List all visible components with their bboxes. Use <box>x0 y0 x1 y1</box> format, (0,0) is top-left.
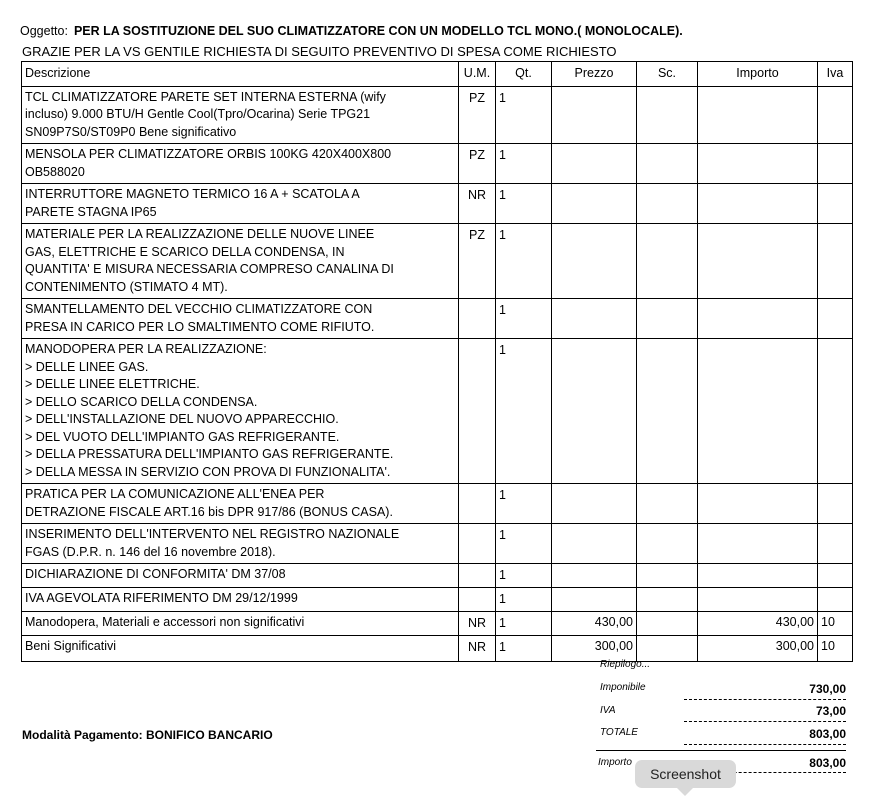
description-line: PRESA IN CARICO PER LO SMALTIMENTO COME RIFIUTO. <box>25 319 375 334</box>
row-iva <box>818 299 853 339</box>
row-importo <box>698 524 818 564</box>
importo-label: Importo <box>598 757 632 768</box>
row-importo <box>698 484 818 524</box>
description-line: IVA AGEVOLATA RIFERIMENTO DM 29/12/1999 <box>25 591 298 605</box>
row-qt: 1 <box>496 86 552 144</box>
row-qt: 1 <box>496 564 552 588</box>
row-prezzo <box>552 184 637 224</box>
row-prezzo: 300,00 <box>552 636 637 662</box>
row-description <box>22 564 459 588</box>
row-um <box>459 564 496 588</box>
intro-text: GRAZIE PER LA VS GENTILE RICHIESTA DI SEGUITO PREVENTIVO DI SPESA COME RICHIESTO <box>22 44 617 59</box>
row-sc <box>637 224 698 299</box>
description-line: Manodopera, Materiali e accessori non significativi <box>25 615 305 629</box>
row-sc <box>637 564 698 588</box>
totals-divider <box>596 750 846 751</box>
tooltip-arrow-icon <box>677 788 693 796</box>
col-descrizione-header: Descrizione <box>22 62 459 87</box>
row-prezzo: 430,00 <box>552 612 637 636</box>
row-sc <box>637 144 698 184</box>
row-iva: 10 <box>818 612 853 636</box>
description-line: Beni Significativi <box>25 639 117 653</box>
table-row <box>22 299 853 339</box>
row-importo <box>698 86 818 144</box>
importo-value: 803,00 <box>809 756 846 770</box>
row-importo <box>698 144 818 184</box>
description-line: MATERIALE PER LA REALIZZAZIONE DELLE NUOVE LINEE <box>25 227 375 241</box>
description-line: SMANTELLAMENTO DEL VECCHIO CLIMATIZZATORE CON <box>25 302 373 316</box>
table-row <box>22 612 853 636</box>
imponibile-label: Imponibile <box>600 682 646 693</box>
col-qt-header: Qt. <box>496 62 552 87</box>
row-sc <box>637 484 698 524</box>
row-qt: 1 <box>496 144 552 184</box>
iva-value: 73,00 <box>815 704 846 718</box>
subject-line <box>20 24 683 38</box>
row-description <box>22 588 459 612</box>
description-line: incluso) 9.000 BTU/H Gentle Cool(Tpro/Ocarina) Serie TPG21 <box>25 107 371 121</box>
row-iva <box>818 524 853 564</box>
row-prezzo <box>552 484 637 524</box>
description-line: CONTENIMENTO (STIMATO 4 MT). <box>25 279 228 294</box>
row-description <box>22 524 459 564</box>
row-sc <box>637 339 698 484</box>
quote-table <box>21 61 853 662</box>
row-qt: 1 <box>496 636 552 662</box>
row-sc <box>637 524 698 564</box>
row-qt: 1 <box>496 184 552 224</box>
row-prezzo <box>552 588 637 612</box>
description-line: QUANTITA' E MISURA NECESSARIA COMPRESO CANALINA DI <box>25 262 394 276</box>
row-qt: 1 <box>496 612 552 636</box>
description-line: FGAS (D.P.R. n. 146 del 16 novembre 2018). <box>25 544 276 559</box>
row-description <box>22 144 459 184</box>
row-prezzo <box>552 564 637 588</box>
col-prezzo-header: Prezzo <box>552 62 637 87</box>
subject-text: PER LA SOSTITUZIONE DEL SUO CLIMATIZZATORE CON UN MODELLO TCL MONO.( MONOLOCALE). <box>73 24 683 38</box>
table-row <box>22 224 853 299</box>
row-importo <box>698 564 818 588</box>
table-row <box>22 524 853 564</box>
col-um-header: U.M. <box>459 62 496 87</box>
iva-label: IVA <box>600 705 616 716</box>
row-description <box>22 224 459 299</box>
row-um: PZ <box>459 224 496 299</box>
row-description <box>22 299 459 339</box>
col-importo-header: Importo <box>698 62 818 87</box>
row-sc <box>637 86 698 144</box>
table-row <box>22 339 853 484</box>
row-qt: 1 <box>496 224 552 299</box>
description-line: > DELLA PRESSATURA DELL'IMPIANTO GAS REFRIGERANTE. <box>25 447 394 461</box>
row-qt: 1 <box>496 299 552 339</box>
row-importo: 300,00 <box>698 636 818 662</box>
row-um: PZ <box>459 86 496 144</box>
row-sc <box>637 184 698 224</box>
row-sc <box>637 588 698 612</box>
row-prezzo <box>552 299 637 339</box>
col-iva-header: Iva <box>818 62 853 87</box>
table-body <box>22 86 853 662</box>
description-line: PARETE STAGNA IP65 <box>25 204 157 219</box>
screenshot-tooltip: Screenshot <box>635 760 736 788</box>
row-qt: 1 <box>496 588 552 612</box>
row-importo: 430,00 <box>698 612 818 636</box>
row-um <box>459 484 496 524</box>
subject-label: Oggetto: <box>20 24 68 38</box>
table-row <box>22 144 853 184</box>
row-iva <box>818 484 853 524</box>
totale-value: 803,00 <box>809 727 846 741</box>
row-prezzo <box>552 86 637 144</box>
row-um: PZ <box>459 144 496 184</box>
description-line: > DELLA MESSA IN SERVIZIO CON PROVA DI FUNZIONALITA'. <box>25 464 391 479</box>
description-line: INSERIMENTO DELL'INTERVENTO NEL REGISTRO NAZIONALE <box>25 527 400 541</box>
description-line: TCL CLIMATIZZATORE PARETE SET INTERNA ESTERNA (wify <box>25 89 386 104</box>
table-row <box>22 588 853 612</box>
row-um: NR <box>459 612 496 636</box>
description-line: > DELL'INSTALLAZIONE DEL NUOVO APPARECCHIO. <box>25 412 339 426</box>
row-importo <box>698 224 818 299</box>
row-iva: 10 <box>818 636 853 662</box>
description-line: GAS, ELETTRICHE E SCARICO DELLA CONDENSA, IN <box>25 244 345 259</box>
description-line: > DELLO SCARICO DELLA CONDENSA. <box>25 394 258 409</box>
row-importo <box>698 588 818 612</box>
row-iva <box>818 144 853 184</box>
row-prezzo <box>552 144 637 184</box>
payment-method: Modalità Pagamento: BONIFICO BANCARIO <box>22 728 273 742</box>
row-sc <box>637 612 698 636</box>
description-line: SN09P7S0/ST09P0 Bene significativo <box>25 124 237 139</box>
table-row <box>22 184 853 224</box>
description-line: MANODOPERA PER LA REALIZZAZIONE: <box>25 342 267 356</box>
table-row <box>22 636 853 662</box>
description-line: INTERRUTTORE MAGNETO TERMICO 16 A + SCATOLA A <box>25 187 360 201</box>
table-row <box>22 484 853 524</box>
row-iva <box>818 588 853 612</box>
row-um <box>459 588 496 612</box>
row-um <box>459 339 496 484</box>
row-qt: 1 <box>496 524 552 564</box>
description-line: > DEL VUOTO DELL'IMPIANTO GAS REFRIGERANTE. <box>25 429 340 444</box>
description-line: DETRAZIONE FISCALE ART.16 bis DPR 917/86 (BONUS CASA). <box>25 504 393 519</box>
table-row <box>22 86 853 144</box>
description-line: MENSOLA PER CLIMATIZZATORE ORBIS 100KG 420X400X800 <box>25 147 392 161</box>
row-um <box>459 299 496 339</box>
row-importo <box>698 299 818 339</box>
row-iva <box>818 86 853 144</box>
row-sc <box>637 299 698 339</box>
row-prezzo <box>552 224 637 299</box>
row-description <box>22 612 459 636</box>
row-um: NR <box>459 636 496 662</box>
description-line: OB588020 <box>25 164 85 179</box>
row-sc <box>637 636 698 662</box>
description-line: > DELLE LINEE ELETTRICHE. <box>25 377 200 391</box>
row-description <box>22 184 459 224</box>
row-importo <box>698 339 818 484</box>
riepilogo-title: Riepilogo... <box>600 659 651 670</box>
row-iva <box>818 339 853 484</box>
row-importo <box>698 184 818 224</box>
row-prezzo <box>552 339 637 484</box>
col-sc-header: Sc. <box>637 62 698 87</box>
table-row <box>22 564 853 588</box>
description-line: PRATICA PER LA COMUNICAZIONE ALL'ENEA PER <box>25 487 325 501</box>
imponibile-value: 730,00 <box>809 682 846 696</box>
row-iva <box>818 224 853 299</box>
row-description <box>22 339 459 484</box>
row-um: NR <box>459 184 496 224</box>
row-qt: 1 <box>496 339 552 484</box>
row-description <box>22 484 459 524</box>
row-description <box>22 636 459 662</box>
row-iva <box>818 564 853 588</box>
row-um <box>459 524 496 564</box>
row-iva <box>818 184 853 224</box>
row-qt: 1 <box>496 484 552 524</box>
description-line: > DELLE LINEE GAS. <box>25 359 149 374</box>
row-prezzo <box>552 524 637 564</box>
table-header-row <box>22 62 853 87</box>
description-line: DICHIARAZIONE DI CONFORMITA' DM 37/08 <box>25 567 286 581</box>
row-description <box>22 86 459 144</box>
totale-label: TOTALE <box>600 727 638 738</box>
